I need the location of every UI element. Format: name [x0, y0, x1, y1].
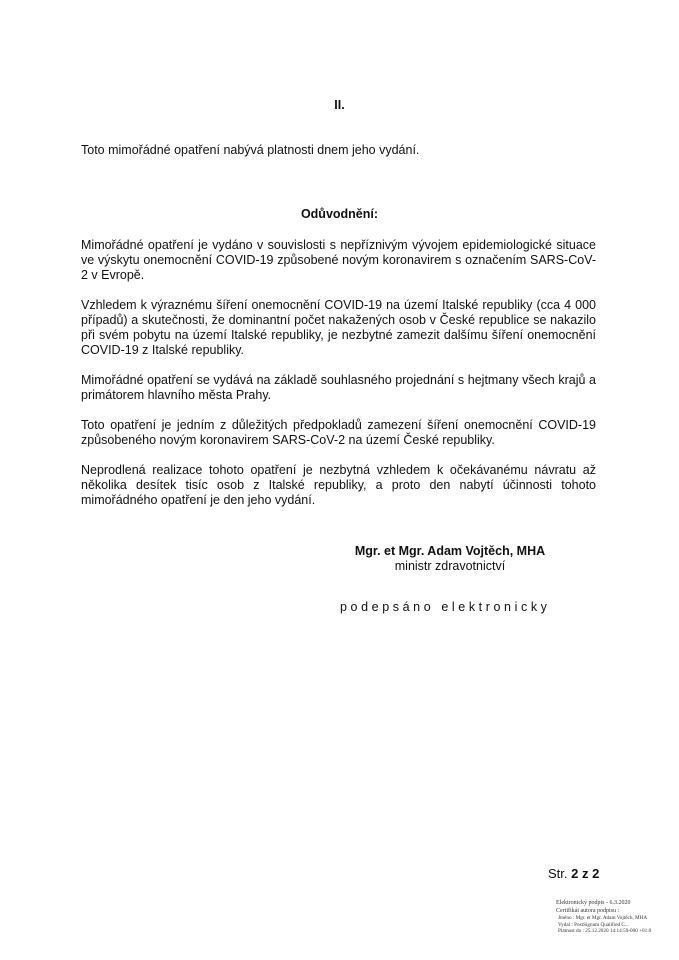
signatory-name: Mgr. et Mgr. Adam Vojtěch, MHA [354, 544, 546, 558]
page-prefix: Str. [548, 866, 568, 881]
page-total: 2 [592, 866, 600, 881]
esig-issuer: Vydal : PostSignum Qualified C... [558, 921, 629, 928]
paragraph: Neprodlená realizace tohoto opatření je nezbytná vzhledem k očekávanému návratu až několika desítek tisíc osob z Italské republiky, a proto den nabytí účinnosti tohoto mimořádného opatření je den jeho vydání. [81, 463, 596, 507]
esig-cert-label: Certifikát autora podpisu : [556, 907, 620, 914]
paragraph: Mimořádné opatření je vydáno v souvislosti s nepříznivým vývojem epidemiologické situace ve výskytu onemocnění COVID-19 způsobené novým koronavirem s označením SARS-CoV-2 v Evropě. [81, 238, 596, 282]
paragraph: Mimořádné opatření se vydává na základě souhlasného projednání s hejtmany všech krajů a primátorem hlavního města Prahy. [81, 373, 596, 402]
signature-block [300, 544, 600, 574]
esig-date: Elektronický podpis - 6.3.2020 [556, 900, 631, 906]
esig-validity: Platnost do : 25.12.2020 14:14:59-000 +01:0 [558, 928, 652, 934]
paragraph: Toto opatření je jedním z důležitých předpokladů zamezení šíření onemocnění COVID-19 způsobeného novým koronavirem SARS-CoV-2 na území České republiky. [81, 418, 596, 447]
signatory-title: ministr zdravotnictví [394, 559, 506, 573]
electronic-signature-stamp [556, 900, 676, 935]
esig-name: Jméno : Mgr. et Mgr. Adam Vojtěch, MHA [558, 915, 648, 921]
section-number: II. [334, 98, 345, 112]
paragraph: Vzhledem k výraznému šíření onemocnění COVID-19 na území Italské republiky (cca 4 000 případů) a skutečnosti, že dominantní počet nakažených osob v České republice se nakazilo při svém pobytu na území Italské republiky, je nezbytné zamezit dalšímu šíření onemocnění COVID-19 z Italské republiky. [81, 298, 596, 357]
page-current: 2 [571, 866, 579, 881]
justification-body [81, 238, 596, 523]
page-indicator [548, 866, 599, 881]
effect-statement: Toto mimořádné opatření nabývá platnosti dnem jeho vydání. [81, 143, 420, 157]
signed-electronically-note: podepsáno elektronicky [340, 600, 551, 614]
justification-heading: Odůvodnění: [300, 207, 379, 221]
page-separator: z [582, 866, 589, 881]
